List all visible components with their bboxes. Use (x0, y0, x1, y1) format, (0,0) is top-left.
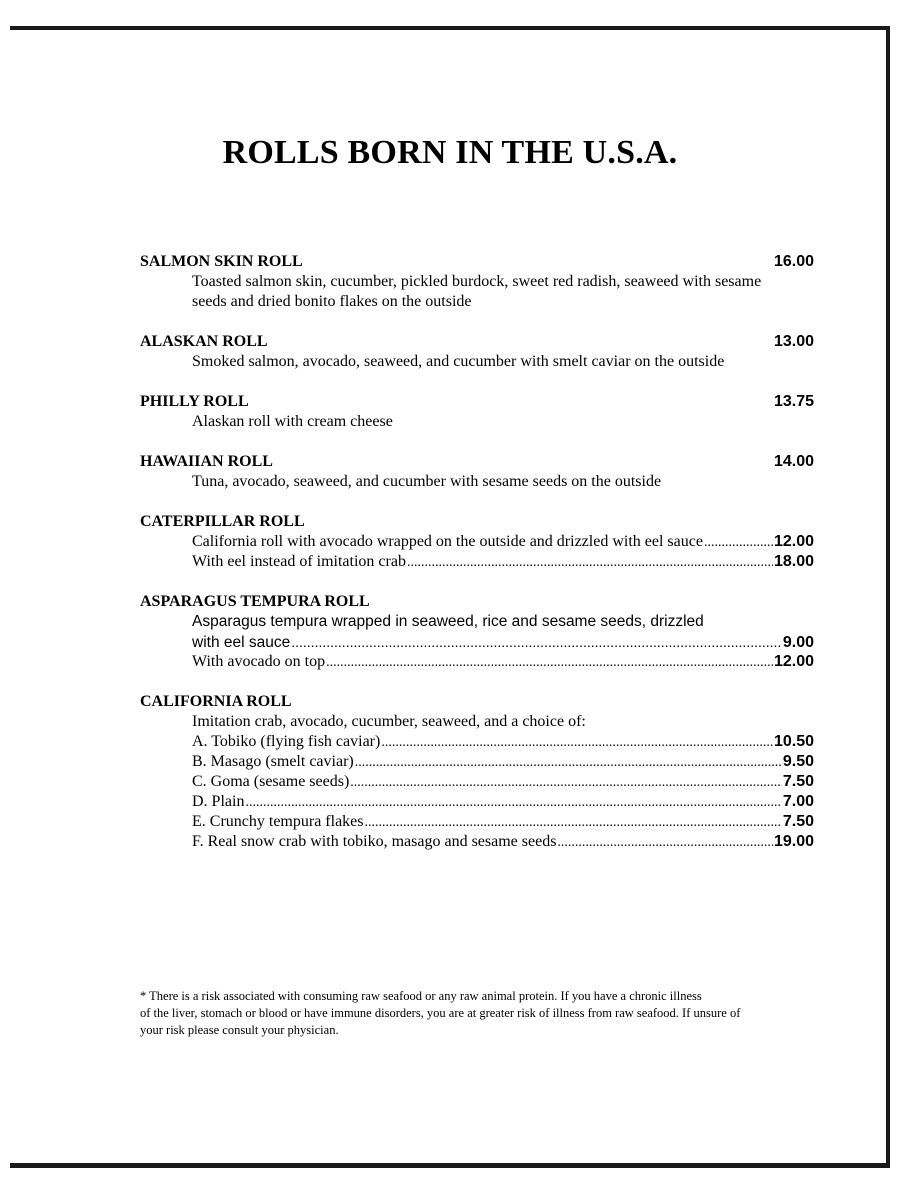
raw-food-disclaimer (140, 988, 840, 1039)
item-description-line: Tuna, avocado, seaweed, and cucumber with sesame seeds on the outside (192, 473, 662, 490)
option-label: with eel sauce (192, 634, 291, 651)
dot-leader (326, 652, 773, 673)
option-label: B. Masago (smelt caviar) (192, 753, 354, 770)
option-row (140, 552, 814, 572)
top-margin (0, 0, 900, 26)
option-row (140, 732, 814, 752)
item-price: 16.00 (773, 253, 814, 270)
option-label: A. Tobiko (flying fish caviar) (192, 733, 381, 750)
option-row (140, 752, 814, 772)
option-price: 9.00 (782, 634, 814, 651)
option-price: 7.50 (782, 773, 814, 790)
option-price: 10.50 (773, 733, 814, 750)
menu-item-hawaiian-roll (140, 452, 814, 492)
option-row (140, 632, 814, 652)
bottom-border-line (10, 1163, 890, 1168)
option-price: 7.00 (782, 793, 814, 810)
option-row (140, 532, 814, 552)
item-name: ASPARAGUS TEMPURA ROLL (140, 593, 370, 610)
option-row (140, 812, 814, 832)
disclaimer-line: * There is a risk associated with consuming raw seafood or any raw animal protein. If you have a chronic illness (140, 989, 702, 1003)
option-label: With eel instead of imitation crab (192, 553, 406, 570)
menu-list (140, 252, 814, 872)
dot-leader (365, 812, 782, 833)
item-description-line: Imitation crab, avocado, cucumber, seaweed, and a choice of: (192, 713, 586, 730)
item-name: SALMON SKIN ROLL (140, 253, 303, 270)
page-title: ROLLS BORN IN THE U.S.A. (222, 134, 678, 171)
option-label: With avocado on top (192, 653, 326, 670)
menu-item-caterpillar-roll (140, 512, 814, 572)
disclaimer-line: of the liver, stomach or blood or have immune disorders, you are at greater risk of illness from raw seafood. If unsure of (140, 1006, 741, 1020)
item-price: 14.00 (773, 453, 814, 470)
menu-item-salmon-skin-roll (140, 252, 814, 312)
option-label: F. Real snow crab with tobiko, masago and sesame seeds (192, 833, 557, 850)
item-name: HAWAIIAN ROLL (140, 453, 273, 470)
item-description-line: Alaskan roll with cream cheese (192, 413, 393, 430)
dot-leader (245, 792, 781, 813)
option-price: 12.00 (773, 653, 814, 670)
option-row (140, 832, 814, 852)
item-price: 13.75 (773, 393, 814, 410)
menu-item-asparagus-tempura-roll (140, 592, 814, 672)
item-price: 13.00 (773, 333, 814, 350)
option-label: D. Plain (192, 793, 245, 810)
option-row (140, 772, 814, 792)
option-label: California roll with avocado wrapped on the outside and drizzled with eel sauce (192, 533, 703, 550)
item-name: CALIFORNIA ROLL (140, 693, 292, 710)
item-description-line: Smoked salmon, avocado, seaweed, and cucumber with smelt caviar on the outside (192, 353, 725, 370)
option-price: 9.50 (782, 753, 814, 770)
menu-item-philly-roll (140, 392, 814, 432)
right-border-line (886, 26, 890, 1166)
item-description-line: Asparagus tempura wrapped in seaweed, rice and sesame seeds, drizzled (192, 613, 704, 630)
option-price: 7.50 (782, 813, 814, 830)
menu-item-california-roll (140, 692, 814, 852)
option-price: 18.00 (773, 553, 814, 570)
dot-leader (355, 752, 782, 773)
option-price: 19.00 (773, 833, 814, 850)
option-price: 12.00 (773, 533, 814, 550)
dot-leader (291, 632, 782, 653)
top-border-line (10, 26, 890, 30)
item-name: PHILLY ROLL (140, 393, 249, 410)
dot-leader (350, 772, 782, 793)
item-description-line: seeds and dried bonito flakes on the outside (192, 293, 472, 310)
option-row (140, 652, 814, 672)
item-description-line: Toasted salmon skin, cucumber, pickled burdock, sweet red radish, seaweed with sesame (192, 273, 762, 290)
dot-leader (381, 732, 773, 753)
option-row (140, 792, 814, 812)
item-name: ALASKAN ROLL (140, 333, 268, 350)
item-name: CATERPILLAR ROLL (140, 513, 305, 530)
disclaimer-line: your risk please consult your physician. (140, 1023, 339, 1037)
dot-leader (704, 532, 773, 553)
menu-item-alaskan-roll (140, 332, 814, 372)
option-label: C. Goma (sesame seeds) (192, 773, 350, 790)
option-label: E. Crunchy tempura flakes (192, 813, 364, 830)
dot-leader (557, 832, 773, 853)
dot-leader (407, 552, 773, 573)
